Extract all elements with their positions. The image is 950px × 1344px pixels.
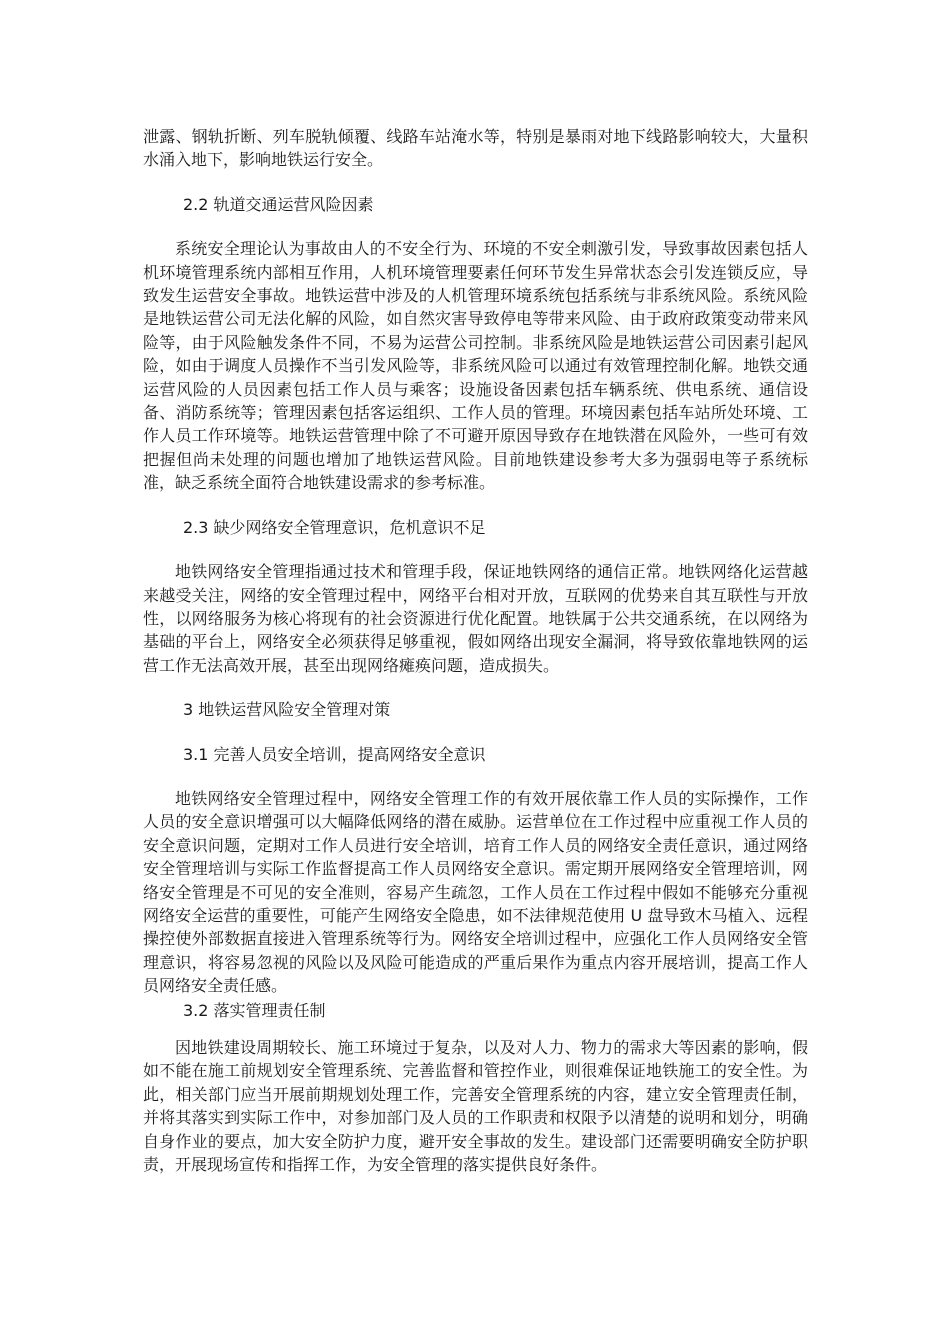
paragraph-training: 地铁网络安全管理过程中，网络安全管理工作的有效开展依靠工作人员的实际操作，工作人员的安全意识增强可以大幅降低网络的潜在威胁。运营单位在工作过程中应重视工作人员的安全意识问题，定期对工作人员进行安全培训，培育工作人员的网络安全责任意识，通过网络安全管理培训与实际工作监督提高工作人员网络安全意识。需定期开展网络安全管理培训，网络安全管理是不可见的安全准则，容易产生疏忽，工作人员在工作过程中假如不能够充分重视网络安全运营的重要性，可能产生网络安全隐患，如不法律规范使用 U 盘导致木马植入、远程操控使外部数据直接进入管理系统等行为。网络安全培训过程中，应强化工作人员网络安全管理意识，将容易忽视的风险以及风险可能造成的严重后果作为重点内容开展培训，提高工作人员网络安全责任感。: [143, 788, 808, 996]
section-heading-2-2: 2.2 轨道交通运营风险因素: [183, 194, 374, 214]
paragraph-network-awareness: 地铁网络安全管理指通过技术和管理手段，保证地铁网络的通信正常。地铁网络化运营越来越受关注，网络的安全管理过程中，网络平台相对开放，互联网的优势来自其互联性与开放性，以网络服务为核心将现有的社会资源进行优化配置。地铁属于公共交通系统，在以网络为基础的平台上，网络安全必须获得足够重视，假如网络出现安全漏洞，将导致依靠地铁网的运营工作无法高效开展，甚至出现网络瘫痪问题，造成损失。: [143, 562, 808, 675]
section-heading-3-1: 3.1 完善人员安全培训，提高网络安全意识: [183, 744, 486, 764]
section-heading-3-2: 3.2 落实管理责任制: [183, 1000, 326, 1020]
paragraph-responsibility: 因地铁建设周期较长、施工环境过于复杂，以及对人力、物力的需求大等因素的影响，假如不能在施工前规划安全管理系统、完善监督和管控作业，则很难保证地铁施工的安全性。为此，相关部门应当开展前期规划处理工作，完善安全管理系统的内容，建立安全管理责任制，并将其落实到实际工作中，对参加部门及人员的工作职责和权限予以清楚的说明和划分，明确自身作业的要点，加大安全防护力度，避开安全事故的发生。建设部门还需要明确安全防护职责，开展现场宣传和指挥工作，为安全管理的落实提供良好条件。: [143, 1038, 808, 1175]
paragraph-continued: 泄露、钢轨折断、列车脱轨倾覆、线路车站淹水等，特别是暴雨对地下线路影响较大，大量积水涌入地下，影响地铁运行安全。: [143, 127, 808, 170]
document-page: [143, 125, 808, 1197]
section-heading-2-3: 2.3 缺少网络安全管理意识，危机意识不足: [183, 517, 486, 537]
section-heading-3: 3 地铁运营风险安全管理对策: [183, 700, 391, 720]
paragraph-risk-factors: 系统安全理论认为事故由人的不安全行为、环境的不安全刺激引发，导致事故因素包括人机环境管理系统内部相互作用，人机环境管理要素任何环节发生异常状态会引发连锁反应，导致发生运营安全事故。地铁运营中涉及的人机管理环境系统包括系统与非系统风险。系统风险是地铁运营公司无法化解的风险，如自然灾害导致停电等带来风险、由于政府政策变动带来风险等，由于风险触发条件不同，不易为运营公司控制。非系统风险是地铁运营公司因素引起风险，如由于调度人员操作不当引发风险等，非系统风险可以通过有效管理控制化解。地铁交通运营风险的人员因素包括工作人员与乘客；设施设备因素包括车辆系统、供电系统、通信设备、消防系统等；管理因素包括客运组织、工作人员的管理。环境因素包括车站所处环境、工作人员工作环境等。地铁运营管理中除了不可避开原因导致存在地铁潜在风险外，一些可有效把握但尚未处理的问题也增加了地铁运营风险。目前地铁建设参考大多为强弱电等子系统标准，缺乏系统全面符合地铁建设需求的参考标准。: [143, 239, 808, 493]
